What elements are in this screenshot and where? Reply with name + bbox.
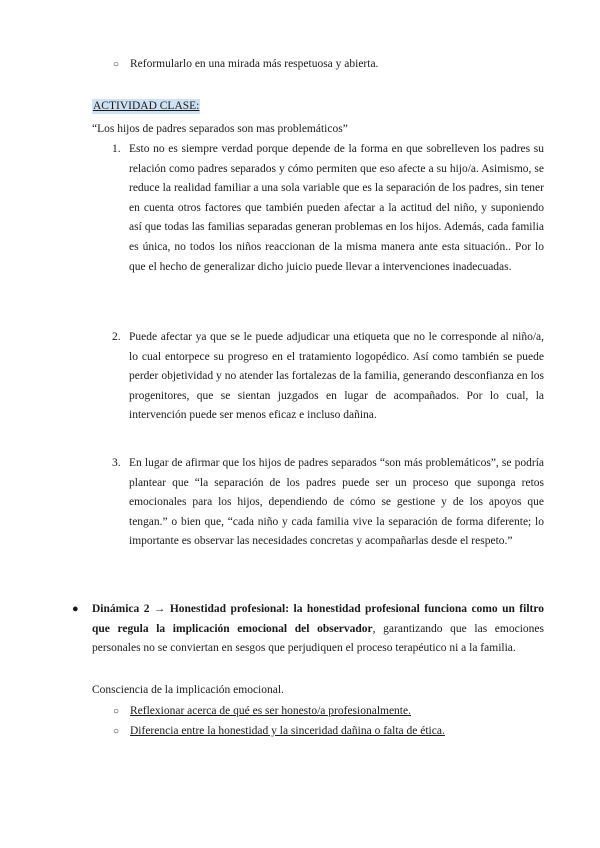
underlined-text: Diferencia entre la honestidad y la sinceridad dañina o falta de ética. [130,725,445,737]
numbered-item-1 [112,140,544,277]
item-number: 1. [112,143,121,155]
item-number: 2. [112,331,121,343]
list-item-text: Reformularlo en una mirada más respetuosa y abierta. [130,58,379,70]
consciousness-line: Consciencia de la implicación emocional. [92,684,284,696]
numbered-item-2 [112,328,544,426]
item-text: Puede afectar ya que se le puede adjudicar una etiqueta que no le corresponde al niño/a, lo cual entorpece su progreso en el tratamiento logopédico. Así como también se puede perder objetividad y no atender las fortalezas de la familia, generando desconfianza en los progenitores, que se sientan juzgados en lugar de acompañados. Por lo cual, la intervención puede ser menos eficaz e incluso dañina. [129,331,544,422]
hollow-bullet-icon: ○ [113,726,120,737]
hollow-bullet-icon: ○ [113,706,120,717]
dinamica-bullet-item [72,600,544,659]
dinamica-rest-text: , garantizando que las emociones personales no se conviertan en sesgos que perjudiquen el proceso terapéutico ni a la familia. [92,622,544,655]
underlined-text: Reflexionar acerca de qué es ser honesto/a profesionalmente. [130,705,411,717]
dinamica-bold-text: Dinámica 2 → Honestidad profesional: la honestidad profesional funciona como un filtro que regula la implicación emocional del observador [92,603,544,635]
hollow-bullet-icon: ○ [113,59,120,70]
activity-heading: ACTIVIDAD CLASE: [93,100,200,112]
numbered-item-3 [112,454,544,552]
list-item-text [130,702,411,722]
activity-quote: “Los hijos de padres separados son mas problemáticos” [92,123,348,135]
dinamica-text [92,600,544,659]
item-number: 3. [112,457,121,469]
item-text: Esto no es siempre verdad porque depende de la forma en que sobrelleven los padres su relación como padres separados y cómo permiten que eso afecte a su hijo/a. Asimismo, se reduce la realidad familiar a una sola variable que es la separación de los padres, sin tener en cuenta otros factores que también pueden afectar a la actitud del niño, y suponiendo así que todas las familias separadas generan problemas en los hijos. Además, cada familia es única, no todos los niños reaccionan de la misma manera ante esta situación.. Por lo que el hecho de generalizar dicho juicio puede llevar a intervenciones inadecuadas. [129,143,544,273]
filled-bullet-icon: ● [72,603,79,615]
item-text: En lugar de afirmar que los hijos de padres separados “son más problemáticos”, se podría plantear que “la separación de los padres puede ser un proceso que suponga retos emocionales para los hijos, dependiendo de cómo se gestione y de los apoyos que tengan.” o bien que, “cada niño y cada familia vive la separación de forma diferente; lo importante es observar las necesidades concretas y acompañarlas desde el respeto.” [129,457,544,548]
list-item-text [130,722,445,742]
